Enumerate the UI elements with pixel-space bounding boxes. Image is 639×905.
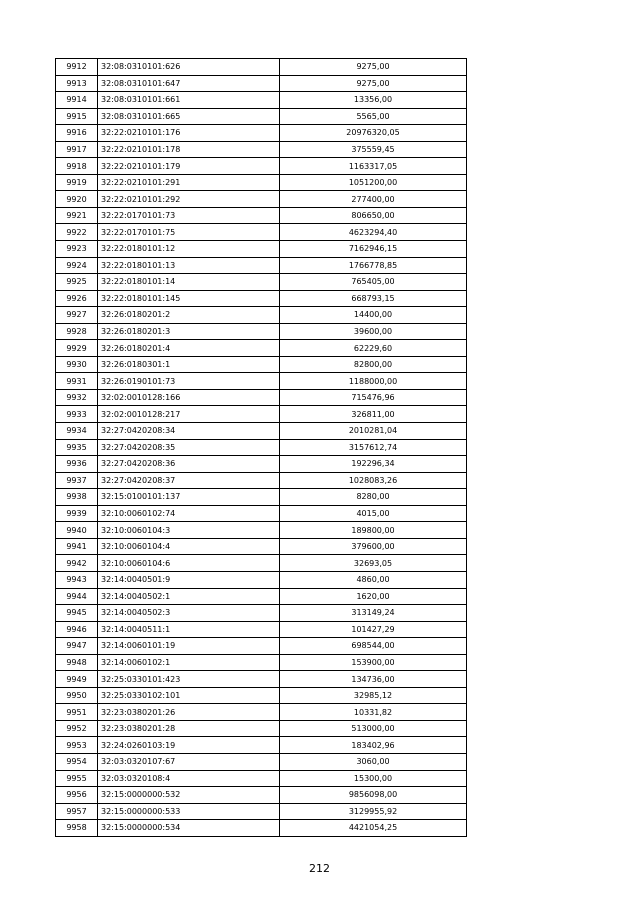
table-row — [56, 274, 467, 291]
table-row — [56, 555, 467, 572]
page-number: 212 — [309, 862, 330, 875]
cadastral-value: 62229,60 — [280, 340, 467, 357]
row-number: 9920 — [56, 191, 98, 208]
cadastral-number: 32:22:0210101:292 — [98, 191, 280, 208]
row-number: 9938 — [56, 489, 98, 506]
cadastral-value: 15300,00 — [280, 770, 467, 787]
table-row — [56, 356, 467, 373]
row-number: 9924 — [56, 257, 98, 274]
cadastral-value: 3129955,92 — [280, 803, 467, 820]
cadastral-number: 32:27:0420208:36 — [98, 456, 280, 473]
cadastral-number: 32:15:0000000:534 — [98, 820, 280, 837]
table-row — [56, 290, 467, 307]
row-number: 9948 — [56, 654, 98, 671]
table-row — [56, 770, 467, 787]
row-number: 9923 — [56, 241, 98, 258]
cadastral-number: 32:23:0380201:28 — [98, 720, 280, 737]
row-number: 9914 — [56, 92, 98, 109]
cadastral-value: 4421054,25 — [280, 820, 467, 837]
cadastral-value: 715476,96 — [280, 389, 467, 406]
row-number: 9933 — [56, 406, 98, 423]
cadastral-number: 32:22:0180101:145 — [98, 290, 280, 307]
cadastral-value: 379600,00 — [280, 538, 467, 555]
row-number: 9939 — [56, 505, 98, 522]
cadastral-value: 4015,00 — [280, 505, 467, 522]
cadastral-number: 32:15:0100101:137 — [98, 489, 280, 506]
table-row — [56, 522, 467, 539]
cadastral-value: 8280,00 — [280, 489, 467, 506]
row-number: 9926 — [56, 290, 98, 307]
cadastral-value: 1051200,00 — [280, 174, 467, 191]
row-number: 9912 — [56, 59, 98, 76]
table-row — [56, 340, 467, 357]
table-row — [56, 588, 467, 605]
row-number: 9916 — [56, 125, 98, 142]
row-number: 9945 — [56, 605, 98, 622]
row-number: 9943 — [56, 571, 98, 588]
cadastral-number: 32:08:0310101:665 — [98, 108, 280, 125]
cadastral-value-table — [55, 58, 467, 837]
cadastral-number: 32:03:0320107:67 — [98, 753, 280, 770]
row-number: 9950 — [56, 687, 98, 704]
table-row — [56, 59, 467, 76]
cadastral-number: 32:14:0040501:9 — [98, 571, 280, 588]
table-row — [56, 307, 467, 324]
cadastral-value: 698544,00 — [280, 638, 467, 655]
cadastral-value: 183402,96 — [280, 737, 467, 754]
table-row — [56, 125, 467, 142]
table-row — [56, 753, 467, 770]
row-number: 9917 — [56, 141, 98, 158]
table-row — [56, 489, 467, 506]
cadastral-value: 153900,00 — [280, 654, 467, 671]
cadastral-value: 9856098,00 — [280, 787, 467, 804]
row-number: 9941 — [56, 538, 98, 555]
cadastral-value: 326811,00 — [280, 406, 467, 423]
table-row — [56, 787, 467, 804]
row-number: 9927 — [56, 307, 98, 324]
cadastral-number: 32:26:0180201:4 — [98, 340, 280, 357]
table-row — [56, 472, 467, 489]
table-row — [56, 224, 467, 241]
cadastral-number: 32:22:0210101:291 — [98, 174, 280, 191]
row-number: 9928 — [56, 323, 98, 340]
table-row — [56, 687, 467, 704]
table-row — [56, 406, 467, 423]
cadastral-number: 32:22:0180101:12 — [98, 241, 280, 258]
cadastral-value: 32985,12 — [280, 687, 467, 704]
table-row — [56, 141, 467, 158]
row-number: 9954 — [56, 753, 98, 770]
cadastral-value: 134736,00 — [280, 671, 467, 688]
row-number: 9947 — [56, 638, 98, 655]
cadastral-value: 375559,45 — [280, 141, 467, 158]
cadastral-number: 32:26:0190101:73 — [98, 373, 280, 390]
cadastral-number: 32:08:0310101:661 — [98, 92, 280, 109]
cadastral-number: 32:22:0210101:176 — [98, 125, 280, 142]
table-row — [56, 538, 467, 555]
row-number: 9951 — [56, 704, 98, 721]
cadastral-value: 32693,05 — [280, 555, 467, 572]
cadastral-value: 5565,00 — [280, 108, 467, 125]
cadastral-value: 4623294,40 — [280, 224, 467, 241]
row-number: 9925 — [56, 274, 98, 291]
cadastral-number: 32:10:0060104:6 — [98, 555, 280, 572]
table-row — [56, 373, 467, 390]
cadastral-number: 32:15:0000000:533 — [98, 803, 280, 820]
row-number: 9930 — [56, 356, 98, 373]
row-number: 9936 — [56, 456, 98, 473]
table-row — [56, 323, 467, 340]
cadastral-value: 3157612,74 — [280, 439, 467, 456]
cadastral-number: 32:25:0330101:423 — [98, 671, 280, 688]
cadastral-value: 9275,00 — [280, 59, 467, 76]
cadastral-value: 82800,00 — [280, 356, 467, 373]
table-row — [56, 92, 467, 109]
cadastral-number: 32:08:0310101:647 — [98, 75, 280, 92]
row-number: 9932 — [56, 389, 98, 406]
cadastral-number: 32:03:0320108:4 — [98, 770, 280, 787]
cadastral-value: 4860,00 — [280, 571, 467, 588]
cadastral-value: 1028083,26 — [280, 472, 467, 489]
cadastral-number: 32:26:0180201:3 — [98, 323, 280, 340]
table-row — [56, 621, 467, 638]
row-number: 9913 — [56, 75, 98, 92]
row-number: 9915 — [56, 108, 98, 125]
cadastral-number: 32:14:0040511:1 — [98, 621, 280, 638]
row-number: 9946 — [56, 621, 98, 638]
table-row — [56, 75, 467, 92]
row-number: 9957 — [56, 803, 98, 820]
row-number: 9921 — [56, 207, 98, 224]
table-row — [56, 389, 467, 406]
cadastral-value: 1163317,05 — [280, 158, 467, 175]
row-number: 9937 — [56, 472, 98, 489]
cadastral-value: 277400,00 — [280, 191, 467, 208]
row-number: 9931 — [56, 373, 98, 390]
cadastral-number: 32:02:0010128:166 — [98, 389, 280, 406]
table-row — [56, 720, 467, 737]
cadastral-number: 32:22:0180101:13 — [98, 257, 280, 274]
row-number: 9952 — [56, 720, 98, 737]
row-number: 9929 — [56, 340, 98, 357]
cadastral-value: 101427,29 — [280, 621, 467, 638]
row-number: 9953 — [56, 737, 98, 754]
table-row — [56, 158, 467, 175]
row-number: 9949 — [56, 671, 98, 688]
table-row — [56, 174, 467, 191]
row-number: 9942 — [56, 555, 98, 572]
table-row — [56, 654, 467, 671]
row-number: 9958 — [56, 820, 98, 837]
cadastral-value: 1620,00 — [280, 588, 467, 605]
cadastral-number: 32:10:0060104:3 — [98, 522, 280, 539]
cadastral-value: 9275,00 — [280, 75, 467, 92]
cadastral-number: 32:24:0260103:19 — [98, 737, 280, 754]
cadastral-number: 32:26:0180301:1 — [98, 356, 280, 373]
table-row — [56, 257, 467, 274]
cadastral-number: 32:14:0040502:1 — [98, 588, 280, 605]
cadastral-number: 32:10:0060102:74 — [98, 505, 280, 522]
cadastral-value: 20976320,05 — [280, 125, 467, 142]
cadastral-number: 32:27:0420208:34 — [98, 423, 280, 440]
row-number: 9944 — [56, 588, 98, 605]
cadastral-number: 32:22:0170101:75 — [98, 224, 280, 241]
cadastral-value: 14400,00 — [280, 307, 467, 324]
table-row — [56, 605, 467, 622]
table-row — [56, 108, 467, 125]
row-number: 9956 — [56, 787, 98, 804]
table-row — [56, 820, 467, 837]
cadastral-number: 32:25:0330102:101 — [98, 687, 280, 704]
table-row — [56, 505, 467, 522]
cadastral-value: 10331,82 — [280, 704, 467, 721]
cadastral-value: 13356,00 — [280, 92, 467, 109]
cadastral-number: 32:08:0310101:626 — [98, 59, 280, 76]
row-number: 9918 — [56, 158, 98, 175]
cadastral-value: 765405,00 — [280, 274, 467, 291]
cadastral-number: 32:27:0420208:35 — [98, 439, 280, 456]
table-row — [56, 638, 467, 655]
cadastral-value: 668793,15 — [280, 290, 467, 307]
cadastral-number: 32:14:0040502:3 — [98, 605, 280, 622]
cadastral-value: 189800,00 — [280, 522, 467, 539]
cadastral-value: 7162946,15 — [280, 241, 467, 258]
cadastral-value: 39600,00 — [280, 323, 467, 340]
row-number: 9935 — [56, 439, 98, 456]
cadastral-number: 32:26:0180201:2 — [98, 307, 280, 324]
cadastral-value: 313149,24 — [280, 605, 467, 622]
row-number: 9955 — [56, 770, 98, 787]
cadastral-value: 192296,34 — [280, 456, 467, 473]
row-number: 9922 — [56, 224, 98, 241]
table-row — [56, 439, 467, 456]
cadastral-value: 1188000,00 — [280, 373, 467, 390]
cadastral-value: 806650,00 — [280, 207, 467, 224]
table-row — [56, 571, 467, 588]
cadastral-number: 32:10:0060104:4 — [98, 538, 280, 555]
table-row — [56, 241, 467, 258]
cadastral-number: 32:22:0210101:179 — [98, 158, 280, 175]
cadastral-number: 32:22:0210101:178 — [98, 141, 280, 158]
table-row — [56, 191, 467, 208]
row-number: 9919 — [56, 174, 98, 191]
cadastral-number: 32:22:0170101:73 — [98, 207, 280, 224]
cadastral-number: 32:02:0010128:217 — [98, 406, 280, 423]
table-body — [56, 59, 467, 837]
table-row — [56, 704, 467, 721]
table-row — [56, 456, 467, 473]
row-number: 9940 — [56, 522, 98, 539]
cadastral-value: 513000,00 — [280, 720, 467, 737]
cadastral-value: 3060,00 — [280, 753, 467, 770]
table-row — [56, 207, 467, 224]
cadastral-number: 32:15:0000000:532 — [98, 787, 280, 804]
table-row — [56, 803, 467, 820]
cadastral-value: 2010281,04 — [280, 423, 467, 440]
cadastral-number: 32:14:0060101:19 — [98, 638, 280, 655]
cadastral-number: 32:22:0180101:14 — [98, 274, 280, 291]
table-row — [56, 737, 467, 754]
cadastral-value: 1766778,85 — [280, 257, 467, 274]
table-row — [56, 423, 467, 440]
table-row — [56, 671, 467, 688]
cadastral-number: 32:27:0420208:37 — [98, 472, 280, 489]
cadastral-number: 32:23:0380201:26 — [98, 704, 280, 721]
cadastral-number: 32:14:0060102:1 — [98, 654, 280, 671]
row-number: 9934 — [56, 423, 98, 440]
